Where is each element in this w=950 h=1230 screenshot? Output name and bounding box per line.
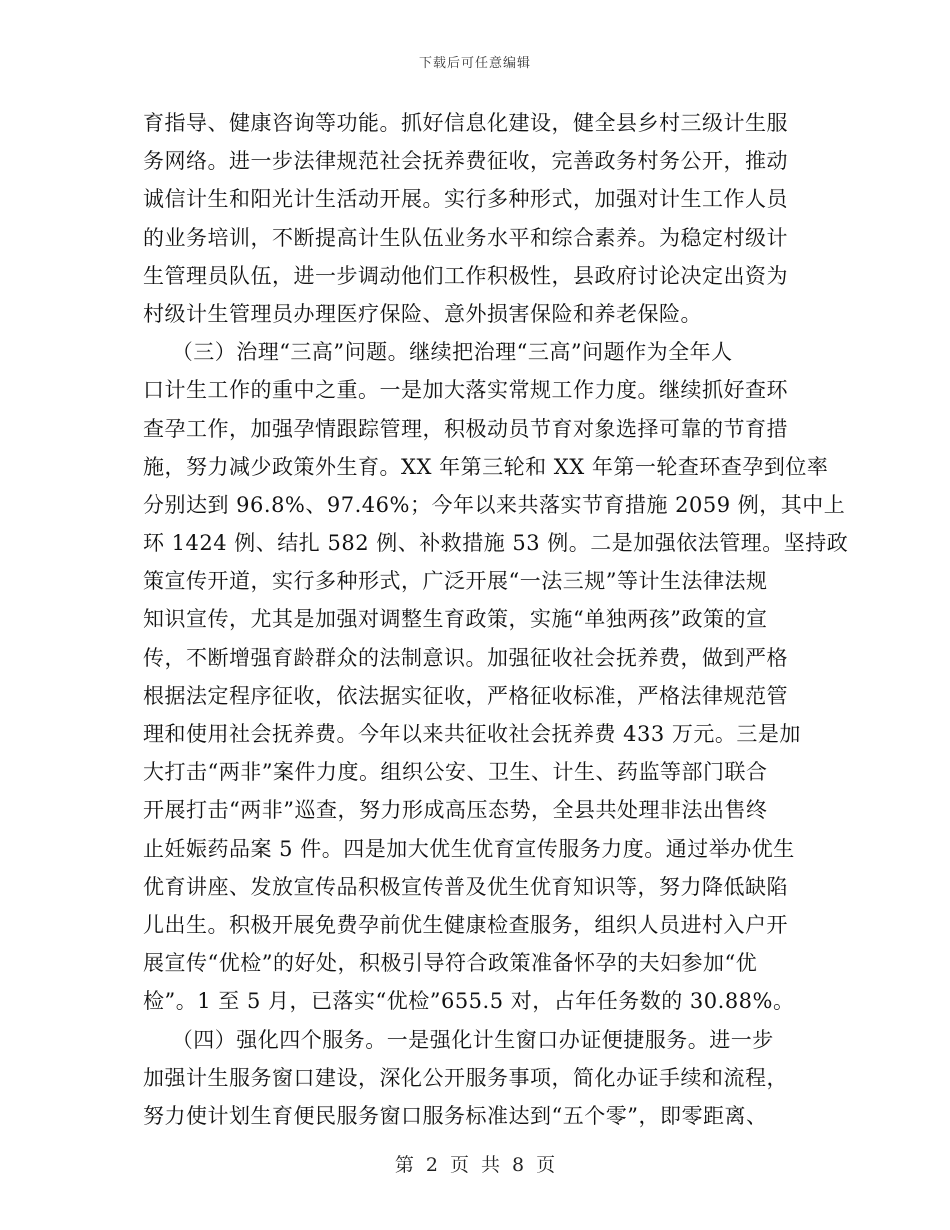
text-line: 的业务培训，不断提高计生队伍业务水平和综合素养。为稳定村级计 — [143, 225, 788, 250]
text-line: 施，努力减少政策外生育。XX 年第三轮和 XX 年第一轮查环查孕到位率 — [143, 454, 829, 479]
text-line: 传，不断增强育龄群众的法制意识。加强征收社会抚养费，做到严格 — [143, 645, 788, 670]
text-line: 育指导、健康咨询等功能。抓好信息化建设，健全县乡村三级计生服 — [143, 111, 788, 135]
text-line: 开展打击“两非”巡查，努力形成高压态势，全县共处理非法出售终 — [143, 798, 768, 823]
text-line: 知识宣传，尤其是加强对调整生育政策，实施“单独两孩”政策的宣 — [143, 607, 768, 632]
document-body — [143, 104, 849, 1135]
text-line: 诚信计生和阳光计生活动开展。实行多种形式，加强对计生工作人员 — [143, 187, 788, 212]
text-line: 根据法定程序征收，依法据实征收，严格征收标准，严格法律规范管 — [143, 683, 788, 708]
text-line: 大打击“两非”案件力度。组织公安、卫生、计生、药监等部门联合 — [143, 760, 768, 785]
text-line: 环 1424 例、结扎 582 例、补救措施 53 例。二是加强依法管理。坚持政 — [143, 531, 849, 556]
text-line: 生管理员队伍，进一步调动他们工作积极性，县政府讨论决定出资为 — [143, 263, 788, 288]
page-header: 下载后可任意编辑 — [418, 56, 531, 71]
text-line: 策宣传开道，实行多种形式，广泛开展“一法三规”等计生法律法规 — [143, 569, 768, 594]
text-line: 口计生工作的重中之重。一是加大落实常规工作力度。继续抓好查环 — [143, 378, 788, 403]
page-number-footer: 第 2 页 共 8 页 — [394, 1154, 556, 1176]
text-line: 检”。1 至 5 月，已落实“优检”655.5 对，占年任务数的 30.88%。 — [143, 989, 795, 1014]
text-line: 努力使计划生育便民服务窗口服务标准达到“五个零”，即零距离、 — [143, 1103, 768, 1128]
text-line: 展宣传“优检”的好处，积极引导符合政策准备怀孕的夫妇参加“优 — [143, 951, 758, 976]
text-line: 儿出生。积极开展免费孕前优生健康检查服务，组织人员进村入户开 — [143, 912, 788, 937]
text-line: 止妊娠药品案 5 件。四是加大优生优育宣传服务力度。通过举办优生 — [143, 836, 795, 861]
text-line: （三）治理“三高”问题。继续把治理“三高”问题作为全年人 — [143, 340, 733, 365]
text-line: 加强计生服务窗口建设，深化公开服务事项，简化办证手续和流程， — [143, 1065, 788, 1090]
text-line: 优育讲座、发放宣传品积极宣传普及优生优育知识等，努力降低缺陷 — [143, 874, 788, 899]
text-line: （四）强化四个服务。一是强化计生窗口办证便捷服务。进一步 — [143, 1027, 774, 1052]
text-line: 分别达到 96.8%、97.46%；今年以来共落实节育措施 2059 例，其中上 — [143, 492, 846, 517]
text-line: 理和使用社会抚养费。今年以来共征收社会抚养费 433 万元。三是加 — [143, 722, 801, 746]
text-line: 查孕工作，加强孕情跟踪管理，积极动员节育对象选择可靠的节育措 — [143, 416, 788, 441]
text-line: 务网络。进一步法律规范社会抚养费征收，完善政务村务公开，推动 — [143, 149, 788, 174]
text-line: 村级计生管理员办理医疗保险、意外损害保险和养老保险。 — [143, 301, 702, 326]
